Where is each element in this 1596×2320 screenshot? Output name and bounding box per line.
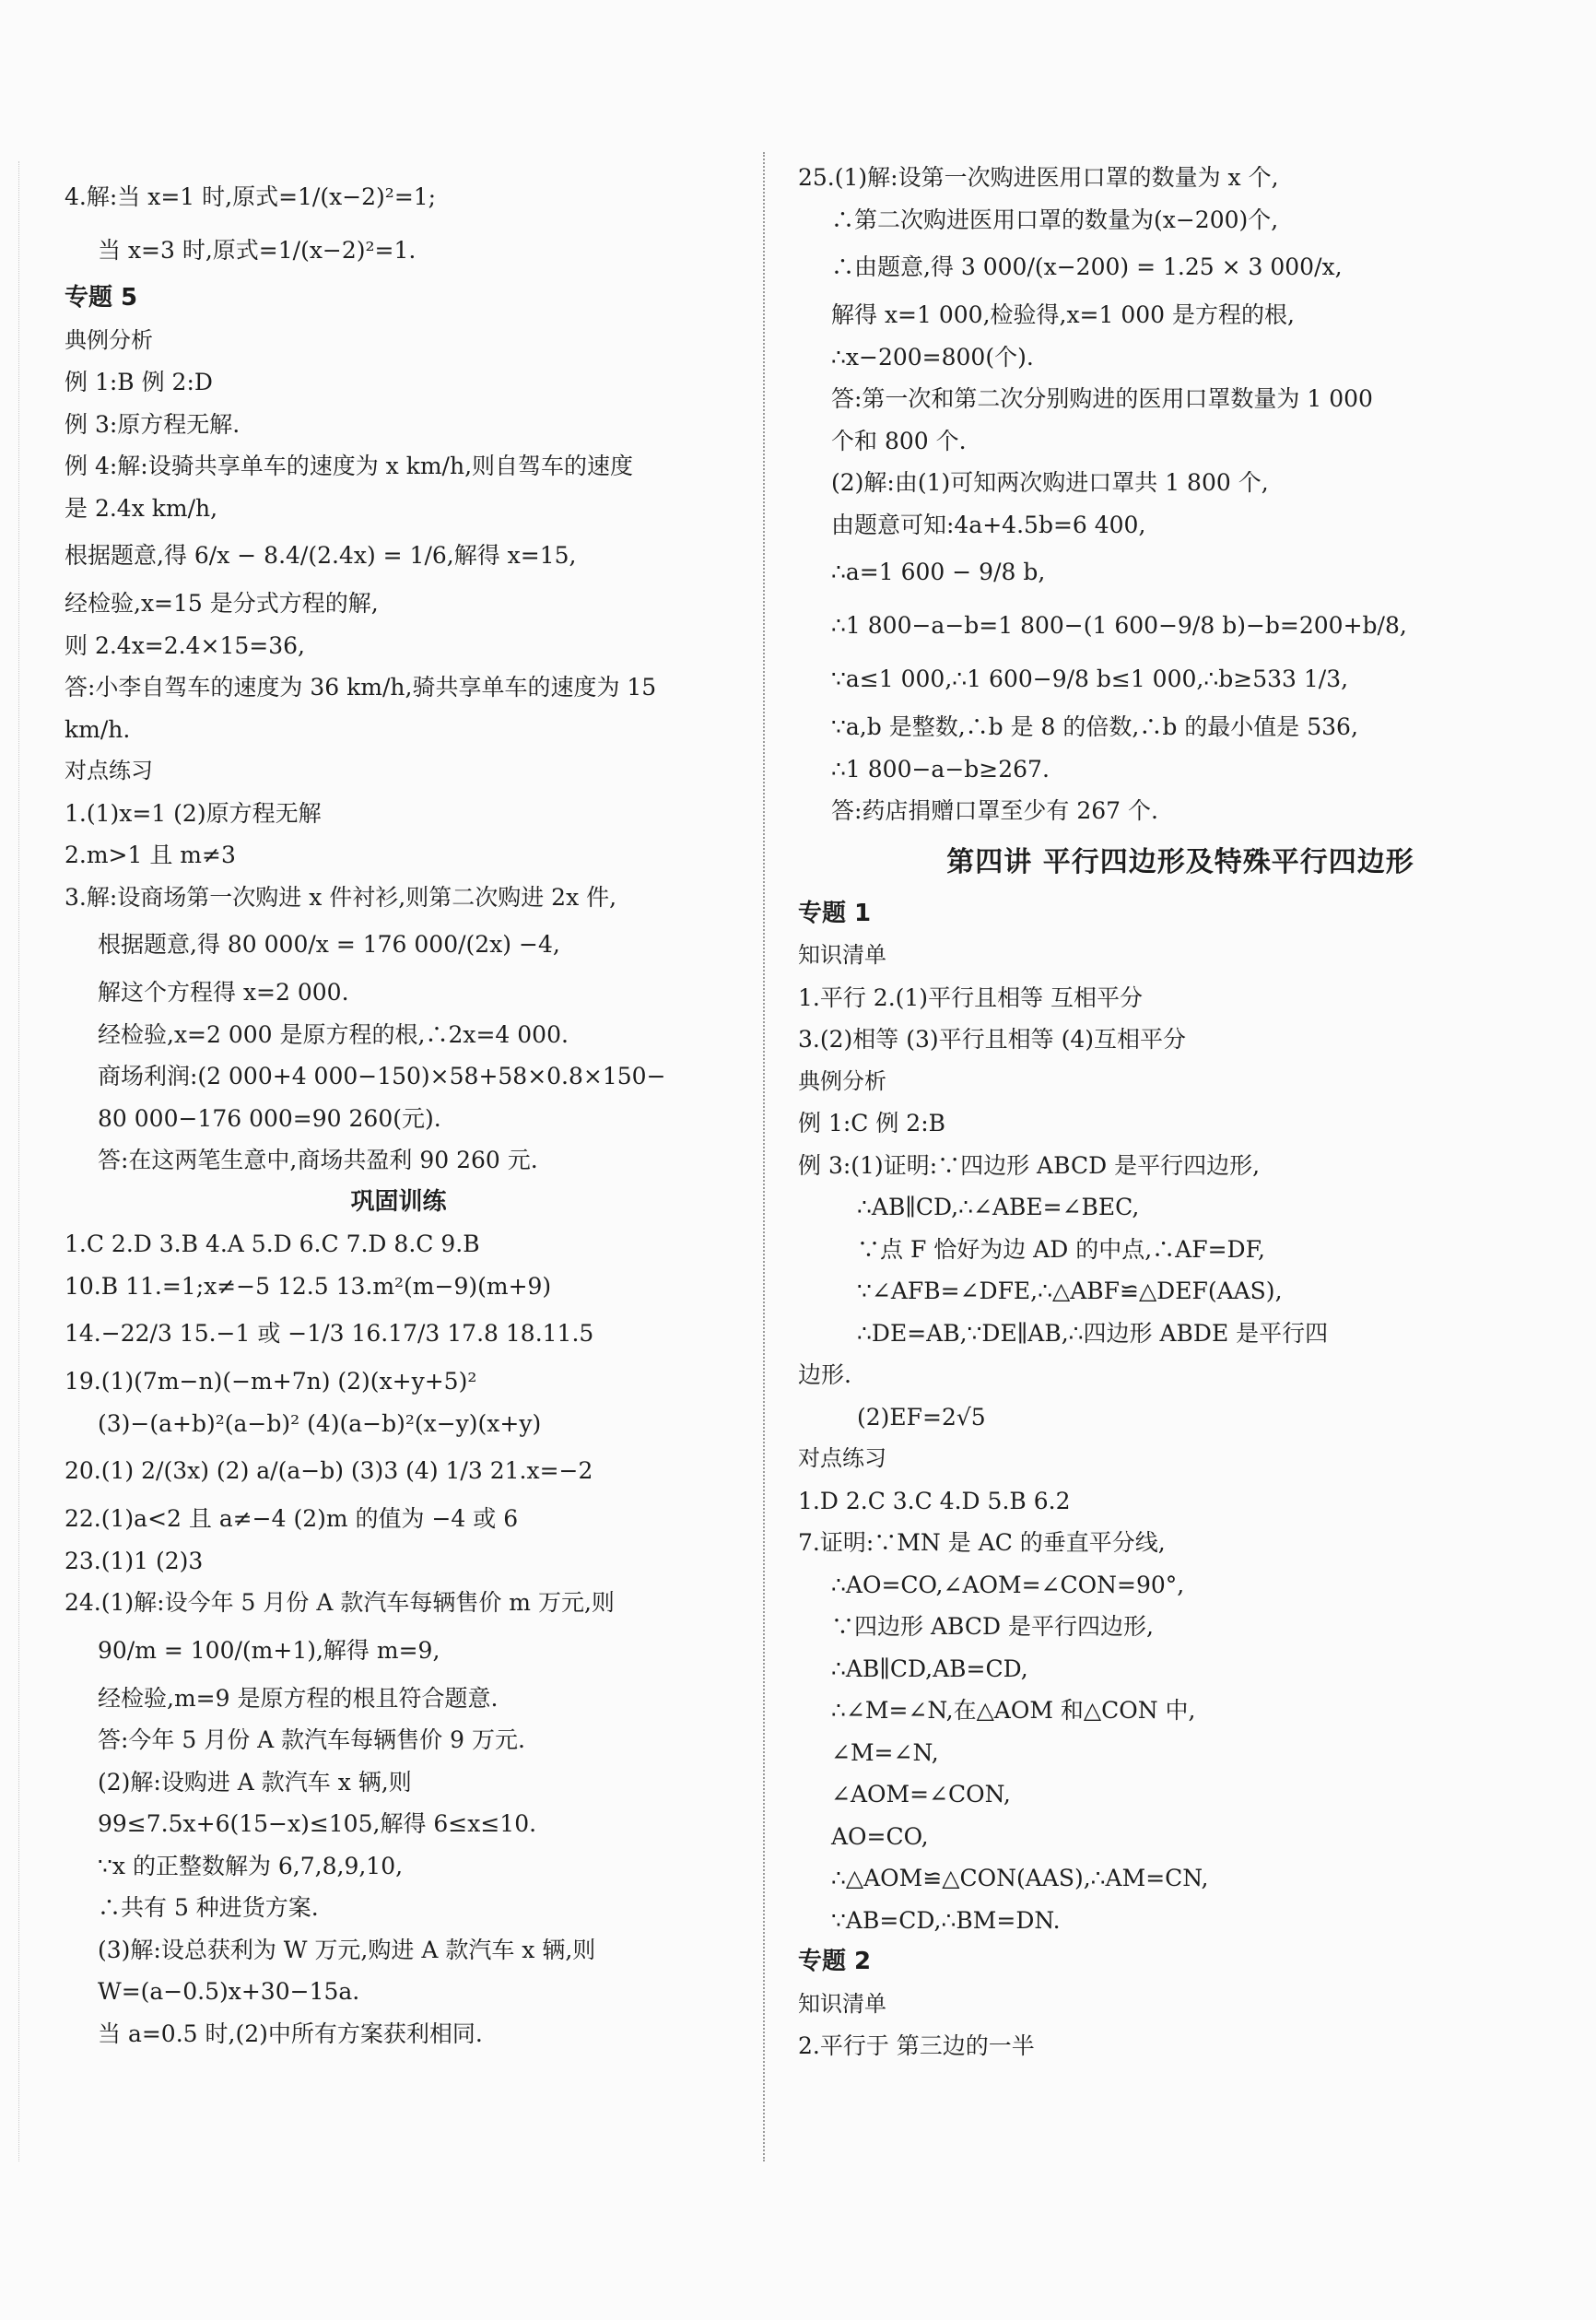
answer-line: 22.(1)a<2 且 a≠−4 (2)m 的值为 −4 或 6 — [65, 1505, 519, 1532]
answer-line: 4.解:当 x=1 时,原式=1/(x−2)²=1; — [65, 183, 437, 210]
answer-line: 1.(1)x=1 (2)原方程无解 — [65, 799, 322, 827]
answer-line: 1.平行 2.(1)平行且相等 互相平分 — [798, 983, 1144, 1011]
answer-line: 当 a=0.5 时,(2)中所有方案获利相同. — [98, 2020, 483, 2047]
answer-line: 99≤7.5x+6(15−x)≤105,解得 6≤x≤10. — [98, 1810, 537, 1837]
answer-line: 答:今年 5 月份 A 款汽车每辆售价 9 万元. — [98, 1726, 525, 1753]
answer-line: ∴a=1 600 − 9/8 b, — [831, 559, 1046, 585]
answer-line: ∴DE=AB,∵DE∥AB,∴四边形 ABDE 是平行四 — [857, 1319, 1329, 1347]
left-margin-rule — [18, 161, 19, 2161]
answer-line: 经检验,x=15 是分式方程的解, — [65, 590, 379, 617]
column-divider — [763, 152, 765, 2161]
subsection-label: 知识清单 — [798, 1990, 886, 2017]
answer-line: 例 4:解:设骑共享单车的速度为 x km/h,则自驾车的速度 — [65, 453, 634, 479]
answer-line: 经检验,x=2 000 是原方程的根,∴2x=4 000. — [98, 1020, 569, 1048]
answer-line: (2)解:设购进 A 款汽车 x 辆,则 — [98, 1768, 412, 1796]
answer-line: 答:在这两笔生意中,商场共盈利 90 260 元. — [98, 1147, 538, 1173]
answer-line: ∴AB∥CD,AB=CD, — [831, 1655, 1028, 1682]
answer-line: 例 3:(1)证明:∵四边形 ABCD 是平行四边形, — [798, 1151, 1261, 1179]
subsection-label: 典例分析 — [798, 1067, 886, 1094]
answer-line: AO=CO, — [831, 1822, 929, 1850]
section-heading: 专题 1 — [798, 899, 872, 927]
answer-line: ∴第二次购进医用口罩的数量为(x−200)个, — [831, 206, 1279, 233]
answer-line: ∴AB∥CD,∴∠ABE=∠BEC, — [857, 1194, 1140, 1220]
answer-line: ∴共有 5 种进货方案. — [98, 1894, 319, 1921]
answer-line: 个和 800 个. — [831, 427, 967, 454]
answer-line: ∵点 F 恰好为边 AD 的中点,∴AF=DF, — [857, 1235, 1265, 1263]
answer-line: 例 1:C 例 2:B — [798, 1110, 945, 1136]
answer-line: 答:第一次和第二次分别购进的医用口罩数量为 1 000 — [831, 385, 1373, 412]
answer-line: 解这个方程得 x=2 000. — [98, 979, 349, 1006]
answer-line: 23.(1)1 (2)3 — [65, 1547, 204, 1574]
answer-line: ∠AOM=∠CON, — [831, 1781, 1011, 1808]
section-heading: 巩固训练 — [350, 1187, 447, 1216]
answer-line: 20.(1) 2/(3x) (2) a/(a−b) (3)3 (4) 1/3 21.x=−2 — [65, 1457, 593, 1484]
section-heading: 专题 5 — [65, 284, 138, 312]
answer-line: 19.(1)(7m−n)(−m+7n) (2)(x+y+5)² — [65, 1368, 477, 1395]
answer-line: 商场利润:(2 000+4 000−150)×58+58×0.8×150− — [98, 1063, 666, 1089]
answer-line: 90/m = 100/(m+1),解得 m=9, — [98, 1636, 440, 1664]
answer-line: 25.(1)解:设第一次购进医用口罩的数量为 x 个, — [798, 164, 1279, 191]
answer-line: ∴x−200=800(个). — [831, 343, 1034, 371]
answer-line: 根据题意,得 6/x − 8.4/(2.4x) = 1/6,解得 x=15, — [65, 542, 577, 569]
answer-line: ∴1 800−a−b=1 800−(1 600−9/8 b)−b=200+b/8, — [831, 612, 1407, 639]
left-column — [65, 171, 733, 2055]
answer-line: 1.D 2.C 3.C 4.D 5.B 6.2 — [798, 1487, 1071, 1514]
answer-line: 14.−22/3 15.−1 或 −1/3 16.17/3 17.8 18.11.5 — [65, 1320, 594, 1347]
answer-line: km/h. — [65, 715, 131, 743]
answer-line: ∴△AOM≌△CON(AAS),∴AM=CN, — [831, 1865, 1209, 1891]
answer-line: 7.证明:∵MN 是 AC 的垂直平分线, — [798, 1529, 1166, 1556]
answer-line: 例 3:原方程无解. — [65, 410, 241, 438]
answer-line: 答:药店捐赠口罩至少有 267 个. — [831, 797, 1158, 824]
answer-line: 10.B 11.=1;x≠−5 12.5 13.m²(m−9)(m+9) — [65, 1272, 552, 1300]
answer-line: ∴由题意,得 3 000/(x−200) = 1.25 × 3 000/x, — [831, 253, 1343, 280]
subsection-label: 典例分析 — [65, 326, 153, 353]
answer-line: ∵a,b 是整数,∴b 是 8 的倍数,∴b 的最小值是 536, — [831, 713, 1358, 740]
answer-line: ∵∠AFB=∠DFE,∴△ABF≌△DEF(AAS), — [857, 1278, 1283, 1304]
answer-line: (3)−(a+b)²(a−b)² (4)(a−b)²(x−y)(x+y) — [98, 1409, 542, 1437]
answer-line: ∵a≤1 000,∴1 600−9/8 b≤1 000,∴b≥533 1/3, — [831, 665, 1349, 692]
answer-line: 经检验,m=9 是原方程的根且符合题意. — [98, 1684, 499, 1712]
answer-line: 解得 x=1 000,检验得,x=1 000 是方程的根, — [831, 301, 1295, 328]
answer-line: (2)EF=2√5 — [857, 1403, 986, 1431]
answer-line: 当 x=3 时,原式=1/(x−2)²=1. — [98, 237, 417, 264]
answer-line: 例 1:B 例 2:D — [65, 369, 213, 395]
section-heading: 专题 2 — [798, 1948, 872, 1975]
answer-line: 是 2.4x km/h, — [65, 494, 218, 522]
subsection-label: 对点练习 — [798, 1445, 886, 1471]
answer-line: ∠M=∠N, — [831, 1738, 939, 1766]
answer-line: 由题意可知:4a+4.5b=6 400, — [831, 511, 1146, 538]
answer-line: 3.解:设商场第一次购进 x 件衬衫,则第二次购进 2x 件, — [65, 883, 617, 911]
answer-line: 2.平行于 第三边的一半 — [798, 2032, 1035, 2059]
right-column — [798, 157, 1563, 2067]
subsection-label: 知识清单 — [798, 942, 886, 968]
answer-line: (3)解:设总获利为 W 万元,购进 A 款汽车 x 辆,则 — [98, 1936, 596, 1963]
answer-line: ∵四边形 ABCD 是平行四边形, — [831, 1613, 1154, 1640]
answer-line: ∴∠M=∠N,在△AOM 和△CON 中, — [831, 1697, 1196, 1724]
answer-line: 3.(2)相等 (3)平行且相等 (4)互相平分 — [798, 1026, 1186, 1053]
answer-line: ∴1 800−a−b≥267. — [831, 755, 1050, 783]
answer-line: 2.m>1 且 m≠3 — [65, 842, 236, 868]
chapter-title: 第四讲 平行四边形及特殊平行四边形 — [946, 845, 1414, 878]
subsection-label: 对点练习 — [65, 758, 153, 783]
answer-line: 24.(1)解:设今年 5 月份 A 款汽车每辆售价 m 万元,则 — [65, 1589, 615, 1616]
answer-line: ∵AB=CD,∴BM=DN. — [831, 1906, 1061, 1934]
answer-line: 80 000−176 000=90 260(元). — [98, 1104, 441, 1132]
answer-line: W=(a−0.5)x+30−15a. — [98, 1978, 360, 2005]
answer-line: 则 2.4x=2.4×15=36, — [65, 631, 305, 659]
answer-line: ∵x 的正整数解为 6,7,8,9,10, — [98, 1852, 404, 1879]
answer-line: 边形. — [798, 1361, 851, 1388]
answer-line: ∴AO=CO,∠AOM=∠CON=90°, — [831, 1571, 1185, 1598]
answer-line: (2)解:由(1)可知两次购进口罩共 1 800 个, — [831, 469, 1269, 496]
answer-line: 1.C 2.D 3.B 4.A 5.D 6.C 7.D 8.C 9.B — [65, 1231, 480, 1257]
answer-line: 答:小李自驾车的速度为 36 km/h,骑共享单车的速度为 15 — [65, 674, 657, 701]
answer-line: 根据题意,得 80 000/x = 176 000/(2x) −4, — [98, 931, 560, 958]
